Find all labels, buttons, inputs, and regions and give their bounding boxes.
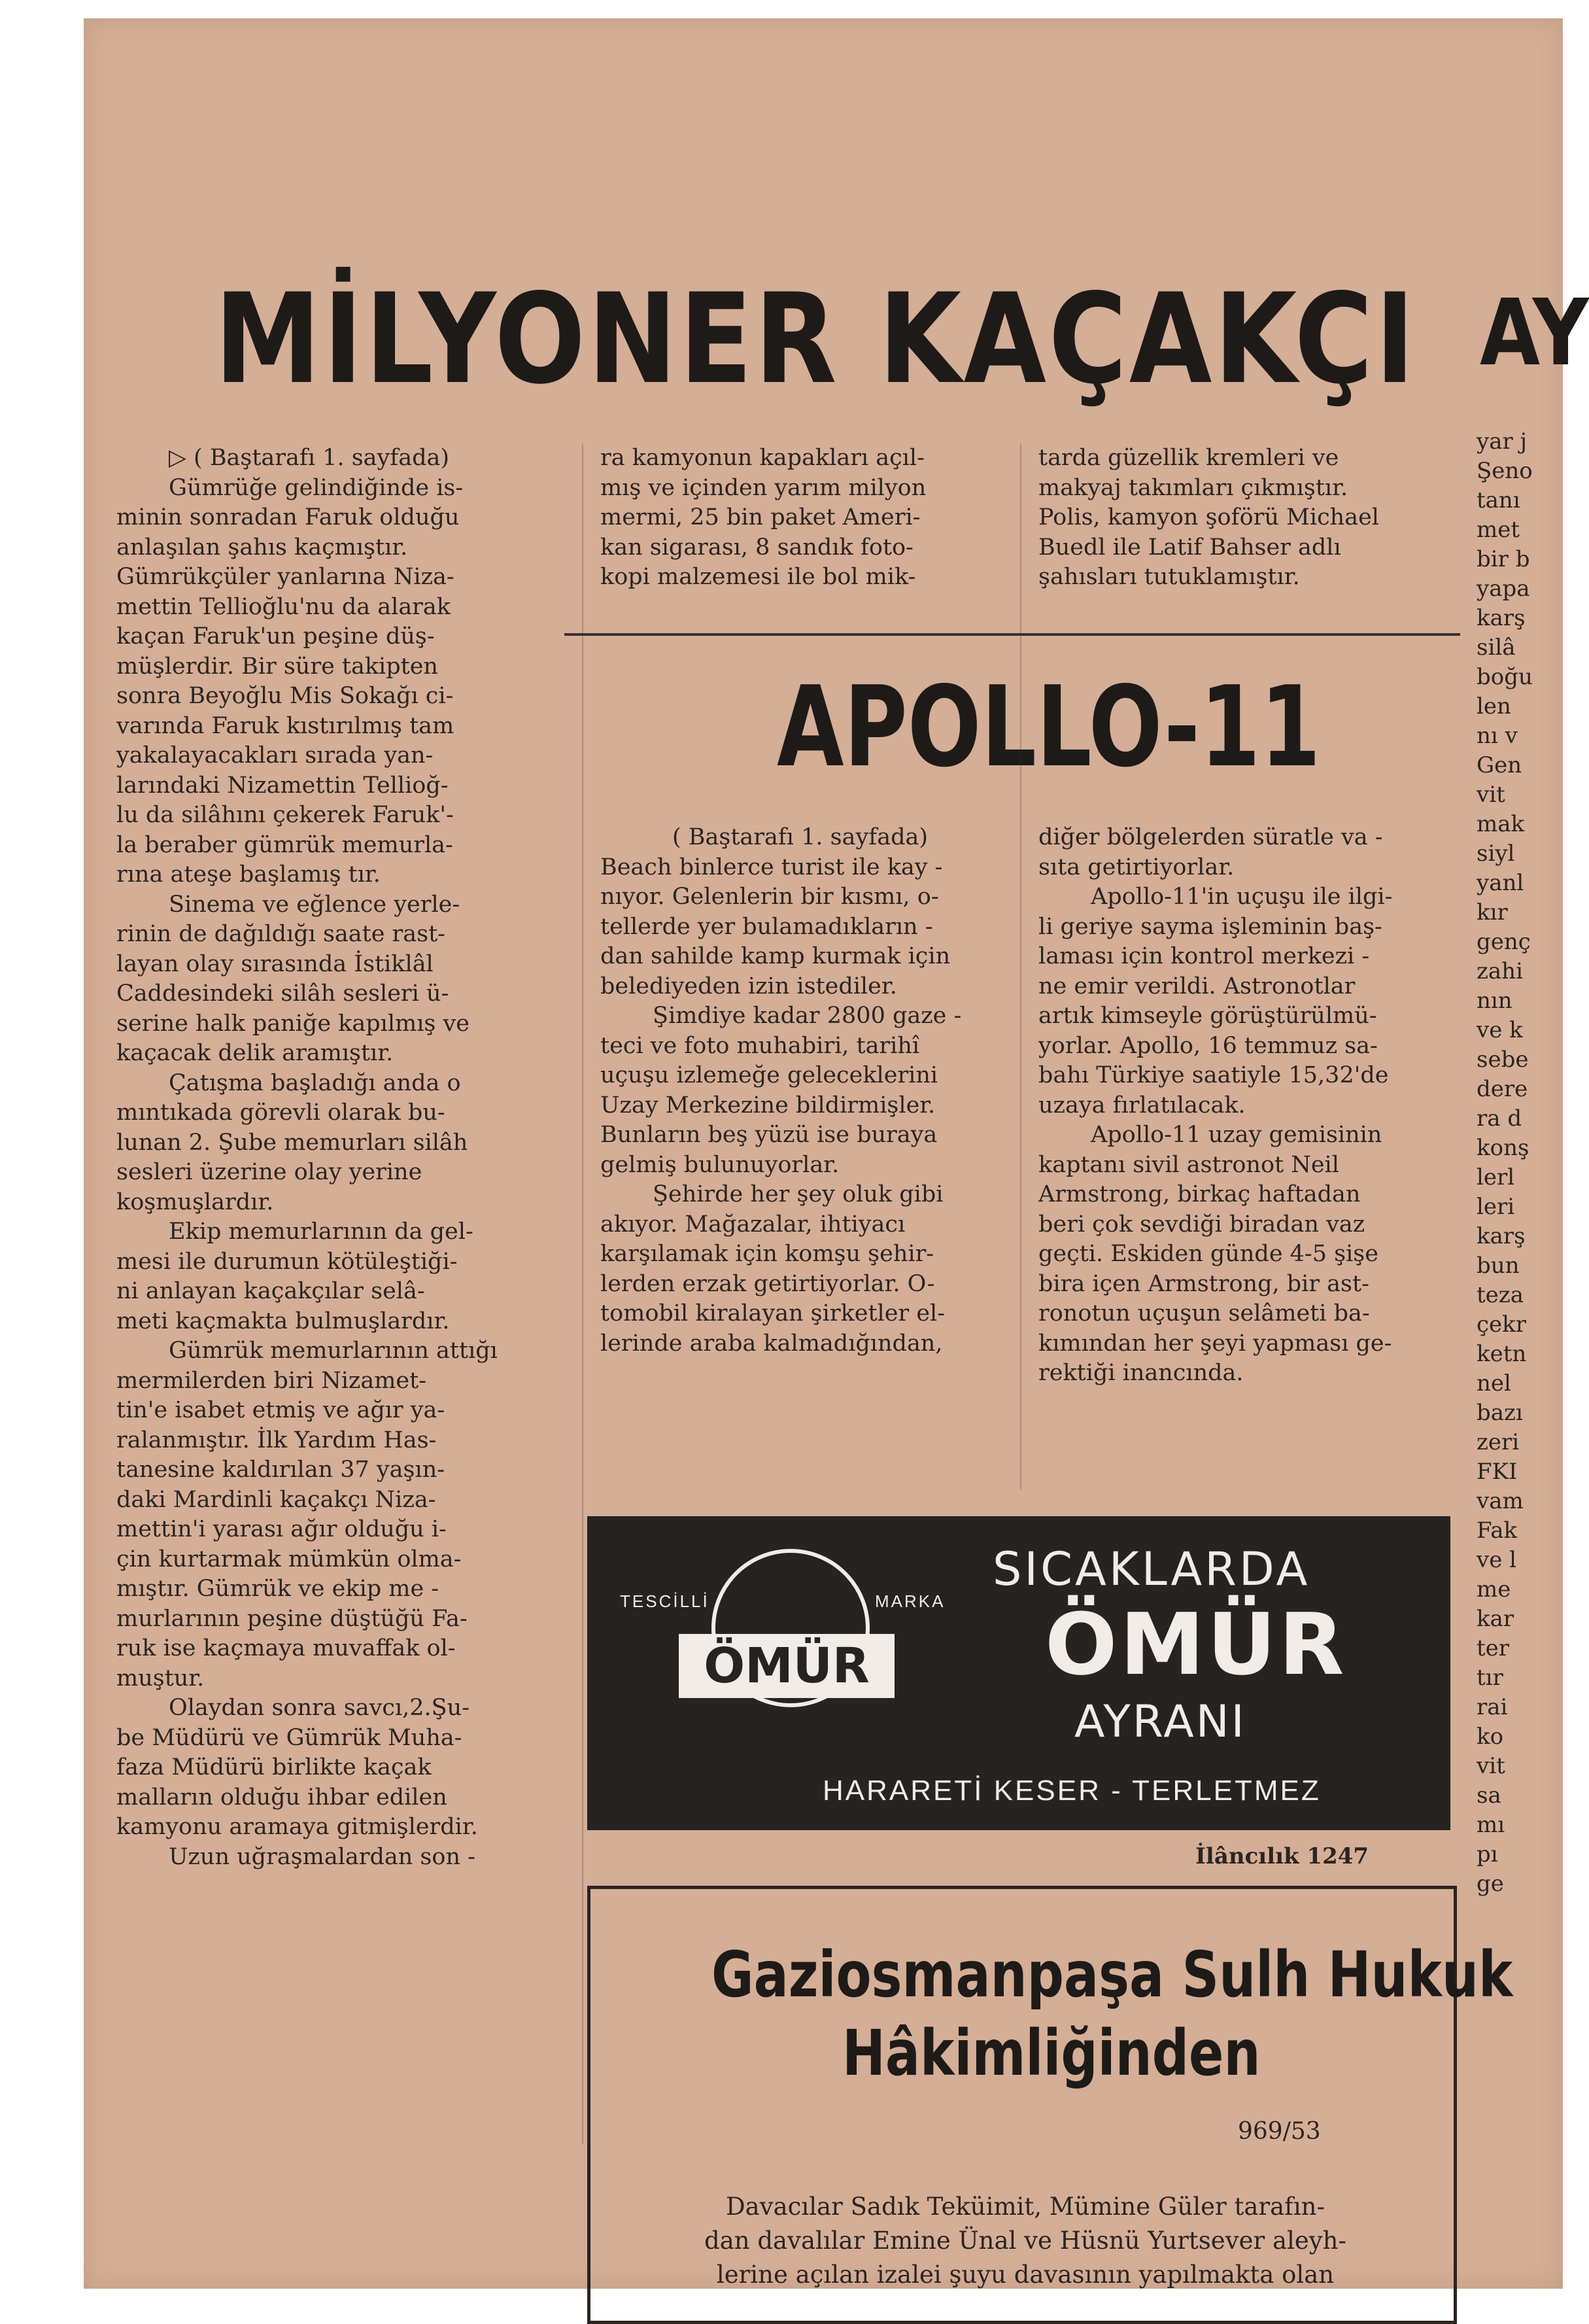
article-line: lerden erzak getirtiyorlar. O-: [600, 1270, 935, 1297]
article-line: yorlar. Apollo, 16 temmuz sa-: [1038, 1032, 1378, 1059]
article-line: geçti. Eskiden günde 4-5 şişe: [1038, 1241, 1378, 1267]
article-line: larındaki Nizamettin Tellioğ-: [116, 772, 449, 799]
column-rule: [1020, 443, 1021, 1490]
article-line: beri çok sevdiği biradan vaz: [1038, 1211, 1365, 1238]
cut-off-line: bazı: [1477, 1400, 1523, 1426]
article-line: rinin de dağıldığı saate rast-: [116, 921, 446, 947]
newspaper-clipping: [84, 18, 1589, 2289]
article-line: müşlerdir. Bir süre takipten: [116, 653, 438, 680]
article-line: kan sigarası, 8 sandık foto-: [600, 534, 914, 561]
cut-off-column: [1477, 427, 1563, 1899]
cut-off-line: ve k: [1477, 1017, 1523, 1043]
article-line: kımından her şeyi yapması ge-: [1038, 1330, 1392, 1357]
mark-label: MARKA: [875, 1591, 946, 1611]
ad-line-1: SICAKLARDA: [993, 1542, 1310, 1596]
article-line: Beach binlerce turist ile kay -: [600, 854, 943, 880]
cut-off-line: vam: [1477, 1488, 1524, 1514]
cut-off-line: mak: [1477, 811, 1525, 837]
cut-off-line: karş: [1477, 605, 1526, 631]
cut-off-line: bun: [1477, 1253, 1520, 1279]
article-line: lerinde araba kalmadığından,: [600, 1330, 943, 1357]
article-line: ruk ise kaçmaya muvaffak ol-: [116, 1635, 456, 1661]
article-column-3-apollo: [1038, 823, 1450, 1389]
article-line: tomobil kiralayan şirketler el-: [600, 1300, 946, 1327]
article-line: Gümrükçüler yanlarına Niza-: [116, 564, 454, 590]
article-line: serine halk paniğe kapılmış ve: [116, 1010, 470, 1037]
article-line: mesi ile durumun kötüleştiği-: [116, 1248, 458, 1275]
article-line: bira içen Armstrong, bir ast-: [1038, 1270, 1369, 1297]
article-line: akıyor. Mağazalar, ihtiyacı: [600, 1211, 906, 1238]
article-line: Ekip memurlarının da gel-: [169, 1219, 473, 1245]
headline-milyoner-kacakci: MİLYONER KAÇAKÇI: [214, 267, 1418, 411]
article-line: ronotun uçuşun selâmeti ba-: [1038, 1300, 1370, 1327]
article-line: Olaydan sonra savcı,2.Şu-: [169, 1695, 470, 1721]
registered-label: TESCİLLİ: [620, 1591, 709, 1611]
article-line: malların olduğu ihbar edilen: [116, 1784, 447, 1811]
article-line: Apollo-11 uzay gemisinin: [1091, 1122, 1382, 1148]
legal-title-1: Gaziosmanpaşa Sulh Hukuk: [711, 1938, 1513, 2011]
article-line: Şimdiye kadar 2800 gaze -: [653, 1003, 962, 1029]
legal-number: 969/53: [1238, 2118, 1321, 2145]
article-line: tin'e isabet etmiş ve ağır ya-: [116, 1397, 445, 1423]
cut-off-line: nın: [1477, 988, 1512, 1014]
article-line: Armstrong, birkaç haftadan: [1038, 1181, 1361, 1207]
cut-off-line: yar j: [1477, 428, 1528, 455]
article-line: daki Mardinli kaçakçı Niza-: [116, 1486, 436, 1513]
cut-off-line: ra d: [1477, 1105, 1522, 1132]
cut-off-line: Şeno: [1477, 458, 1533, 484]
article-line: Uzun uğraşmalardan son -: [169, 1843, 475, 1870]
cut-off-line: vit: [1477, 782, 1505, 808]
article-line: mettin'i yarası ağır olduğu i-: [116, 1516, 447, 1542]
article-line: mermilerden biri Nizamet-: [116, 1367, 427, 1394]
article-column-3-top: [1038, 443, 1450, 593]
article-line: meti kaçmakta bulmuşlardır.: [116, 1308, 450, 1334]
cut-off-line: nı v: [1477, 723, 1518, 749]
article-line: karşılamak için komşu şehir-: [600, 1241, 934, 1267]
article-line: yakalayacakları sırada yan-: [116, 742, 434, 769]
cut-off-line: lerl: [1477, 1164, 1515, 1190]
article-line: dan sahilde kamp kurmak için: [600, 943, 951, 969]
article-line: kamyonu aramaya gitmişlerdir.: [116, 1814, 478, 1840]
headline-apollo-11: APOLLO-11: [777, 663, 1321, 792]
cut-off-line: Fak: [1477, 1518, 1518, 1544]
article-line: mıştır. Gümrük ve ekip me -: [116, 1576, 439, 1602]
cut-off-line: boğu: [1477, 664, 1533, 690]
article-line: Sinema ve eğlence yerle-: [169, 891, 460, 918]
ad-line-2: ÖMÜR: [1045, 1595, 1347, 1694]
cut-off-line: silâ: [1477, 634, 1516, 661]
article-line: gelmiş bulunuyorlar.: [600, 1151, 840, 1178]
article-line: ▷ ( Baştarafı 1. sayfada): [169, 445, 450, 471]
section-divider: [564, 633, 1460, 636]
article-line: koşmuşlardır.: [116, 1188, 274, 1215]
article-line: muştur.: [116, 1665, 205, 1691]
article-column-2-top: [600, 443, 1012, 593]
column-rule: [582, 443, 583, 2144]
article-line: Gümrüğe gelindiğinde is-: [169, 474, 464, 501]
article-line: Buedl ile Latif Bahser adlı: [1038, 534, 1341, 561]
cut-off-line: kır: [1477, 899, 1508, 926]
article-line: bahı Türkiye saatiyle 15,32'de: [1038, 1062, 1389, 1088]
article-line: mıntıkada görevli olarak bu-: [116, 1100, 445, 1126]
article-line: mermi, 25 bin paket Ameri-: [600, 504, 921, 530]
article-line: la beraber gümrük memurla-: [116, 831, 453, 858]
article-line: diğer bölgelerden süratle va -: [1038, 824, 1383, 850]
article-line: tanesine kaldırılan 37 yaşın-: [116, 1457, 445, 1483]
article-line: teci ve foto muhabiri, tarihî: [600, 1032, 920, 1059]
cut-off-line: ketn: [1477, 1341, 1527, 1367]
legal-body: [669, 2190, 1382, 2292]
cut-off-line: len: [1477, 693, 1511, 720]
article-line: minin sonradan Faruk olduğu: [116, 504, 460, 530]
article-line: sesleri üzerine olay yerine: [116, 1159, 422, 1185]
cut-off-line: FKI: [1477, 1459, 1518, 1485]
article-line: Polis, kamyon şoförü Michael: [1038, 504, 1379, 530]
article-line: laması için kontrol merkezi -: [1038, 943, 1370, 969]
legal-title-2: Hâkimliğinden: [842, 2017, 1261, 2090]
cut-off-line: ter: [1477, 1635, 1510, 1661]
article-line: çin kurtarmak mümkün olma-: [116, 1546, 462, 1572]
article-line: Caddesindeki silâh sesleri ü-: [116, 980, 449, 1007]
cut-off-line: vit: [1477, 1753, 1505, 1779]
article-line: ( Baştarafı 1. sayfada): [672, 824, 928, 850]
article-line: Çatışma başladığı anda o: [169, 1069, 461, 1096]
article-line: ni anlayan kaçakçılar selâ-: [116, 1278, 425, 1304]
article-line: belediyeden izin istediler.: [600, 973, 897, 999]
article-line: murlarının peşine düştüğü Fa-: [116, 1605, 468, 1632]
article-line: kopi malzemesi ile bol mik-: [600, 564, 916, 590]
cut-off-line: rai: [1477, 1694, 1508, 1720]
article-line: ne emir verildi. Astronotlar: [1038, 973, 1356, 999]
legal-line: lerine açılan izalei şuyu davasının yapılmakta olan: [716, 2261, 1335, 2289]
article-line: Apollo-11'in uçuşu ile ilgi-: [1091, 884, 1393, 910]
article-line: mış ve içinden yarım milyon: [600, 474, 927, 501]
cut-off-line: dere: [1477, 1076, 1528, 1102]
cut-off-line: mı: [1477, 1812, 1505, 1838]
cut-off-line: konş: [1477, 1135, 1529, 1161]
article-line: uçuşu izlemeğe geleceklerini: [600, 1062, 938, 1088]
cut-off-line: met: [1477, 517, 1520, 543]
article-line: Gümrük memurlarının attığı: [169, 1338, 498, 1364]
article-line: Şehirde her şey oluk gibi: [653, 1181, 944, 1207]
article-line: anlaşılan şahıs kaçmıştır.: [116, 534, 408, 561]
cut-off-line: sebe: [1477, 1047, 1529, 1073]
article-column-2-apollo: [600, 823, 1012, 1359]
cut-off-line: me: [1477, 1576, 1511, 1603]
cut-off-line: pı: [1477, 1841, 1498, 1867]
logo-text: ÖMÜR: [679, 1634, 895, 1698]
article-line: tarda güzellik kremleri ve: [1038, 445, 1339, 471]
article-line: rektiği inancında.: [1038, 1360, 1244, 1386]
cut-off-line: Gen: [1477, 752, 1522, 778]
cut-off-line: zeri: [1477, 1429, 1520, 1455]
article-line: şahısları tutuklamıştır.: [1038, 564, 1300, 590]
article-line: mettin Tellioğlu'nu da alarak: [116, 593, 451, 620]
cut-off-line: sa: [1477, 1782, 1501, 1809]
cut-off-line: tır: [1477, 1665, 1503, 1691]
article-line: ralanmıştır. İlk Yardım Has-: [116, 1427, 437, 1453]
legal-notice: [587, 1886, 1513, 2324]
cut-off-line: leri: [1477, 1194, 1515, 1220]
legal-line: dan davalılar Emine Ünal ve Hüsnü Yurtsever aleyh-: [704, 2227, 1346, 2255]
article-line: makyaj takımları çıkmıştır.: [1038, 474, 1348, 501]
cut-off-line: kar: [1477, 1606, 1514, 1632]
article-line: kaçacak delik aramıştır.: [116, 1040, 394, 1066]
article-line: faza Müdürü birlikte kaçak: [116, 1754, 432, 1780]
article-line: lunan 2. Şube memurları silâh: [116, 1129, 468, 1156]
article-line: artık kimseyle görüştürülmü-: [1038, 1003, 1377, 1029]
article-line: varında Faruk kıstırılmış tam: [116, 712, 454, 739]
article-line: Bunların beş yüzü ise buraya: [600, 1122, 938, 1148]
article-line: rına ateşe başlamış tır.: [116, 861, 381, 888]
article-line: ra kamyonun kapakları açıl-: [600, 445, 925, 471]
omur-ayrani-ad: [587, 1516, 1450, 1830]
ad-footer: İlâncılık 1247: [1195, 1843, 1369, 1869]
article-line: li geriye sayma işleminin baş-: [1038, 913, 1382, 940]
cut-off-line: teza: [1477, 1282, 1524, 1308]
ad-line-3: AYRANI: [1074, 1696, 1246, 1748]
article-line: kaptanı sivil astronot Neil: [1038, 1151, 1339, 1178]
cut-off-line: genç: [1477, 929, 1531, 955]
cut-off-line: siyl: [1477, 841, 1515, 867]
article-line: Uzay Merkezine bildirmişler.: [600, 1092, 936, 1119]
cut-off-line: ve l: [1477, 1547, 1517, 1573]
cut-off-line: ko: [1477, 1724, 1504, 1750]
article-line: sıta getirtiyorlar.: [1038, 854, 1235, 880]
cut-off-line: ge: [1477, 1871, 1504, 1897]
article-line: kaçan Faruk'un peşine düş-: [116, 623, 435, 650]
article-line: tellerde yer bulamadıkların -: [600, 913, 933, 940]
article-line: uzaya fırlatılacak.: [1038, 1092, 1246, 1119]
article-line: nıyor. Gelenlerin bir kısmı, o-: [600, 884, 939, 910]
cut-off-line: bir b: [1477, 546, 1530, 572]
article-line: layan olay sırasında İstiklâl: [116, 950, 434, 977]
cut-off-line: zahi: [1477, 958, 1523, 984]
article-line: be Müdürü ve Gümrük Muha-: [116, 1724, 462, 1751]
legal-line: Davacılar Sadık Teküimit, Mümine Güler tarafın-: [725, 2193, 1325, 2221]
cut-off-line: yanl: [1477, 870, 1524, 896]
edge-headline: AY: [1480, 280, 1589, 387]
cut-off-line: yapa: [1477, 576, 1530, 602]
cut-off-line: nel: [1477, 1370, 1511, 1396]
article-column-1: [116, 443, 568, 1872]
cut-off-line: çekr: [1477, 1311, 1527, 1338]
cut-off-line: tanı: [1477, 487, 1520, 513]
article-line: lu da silâhını çekerek Faruk'-: [116, 802, 454, 828]
article-line: sonra Beyoğlu Mis Sokağı ci-: [116, 683, 454, 709]
ad-slogan: HARARETİ KESER - TERLETMEZ: [823, 1775, 1321, 1807]
cut-off-line: karş: [1477, 1223, 1526, 1249]
